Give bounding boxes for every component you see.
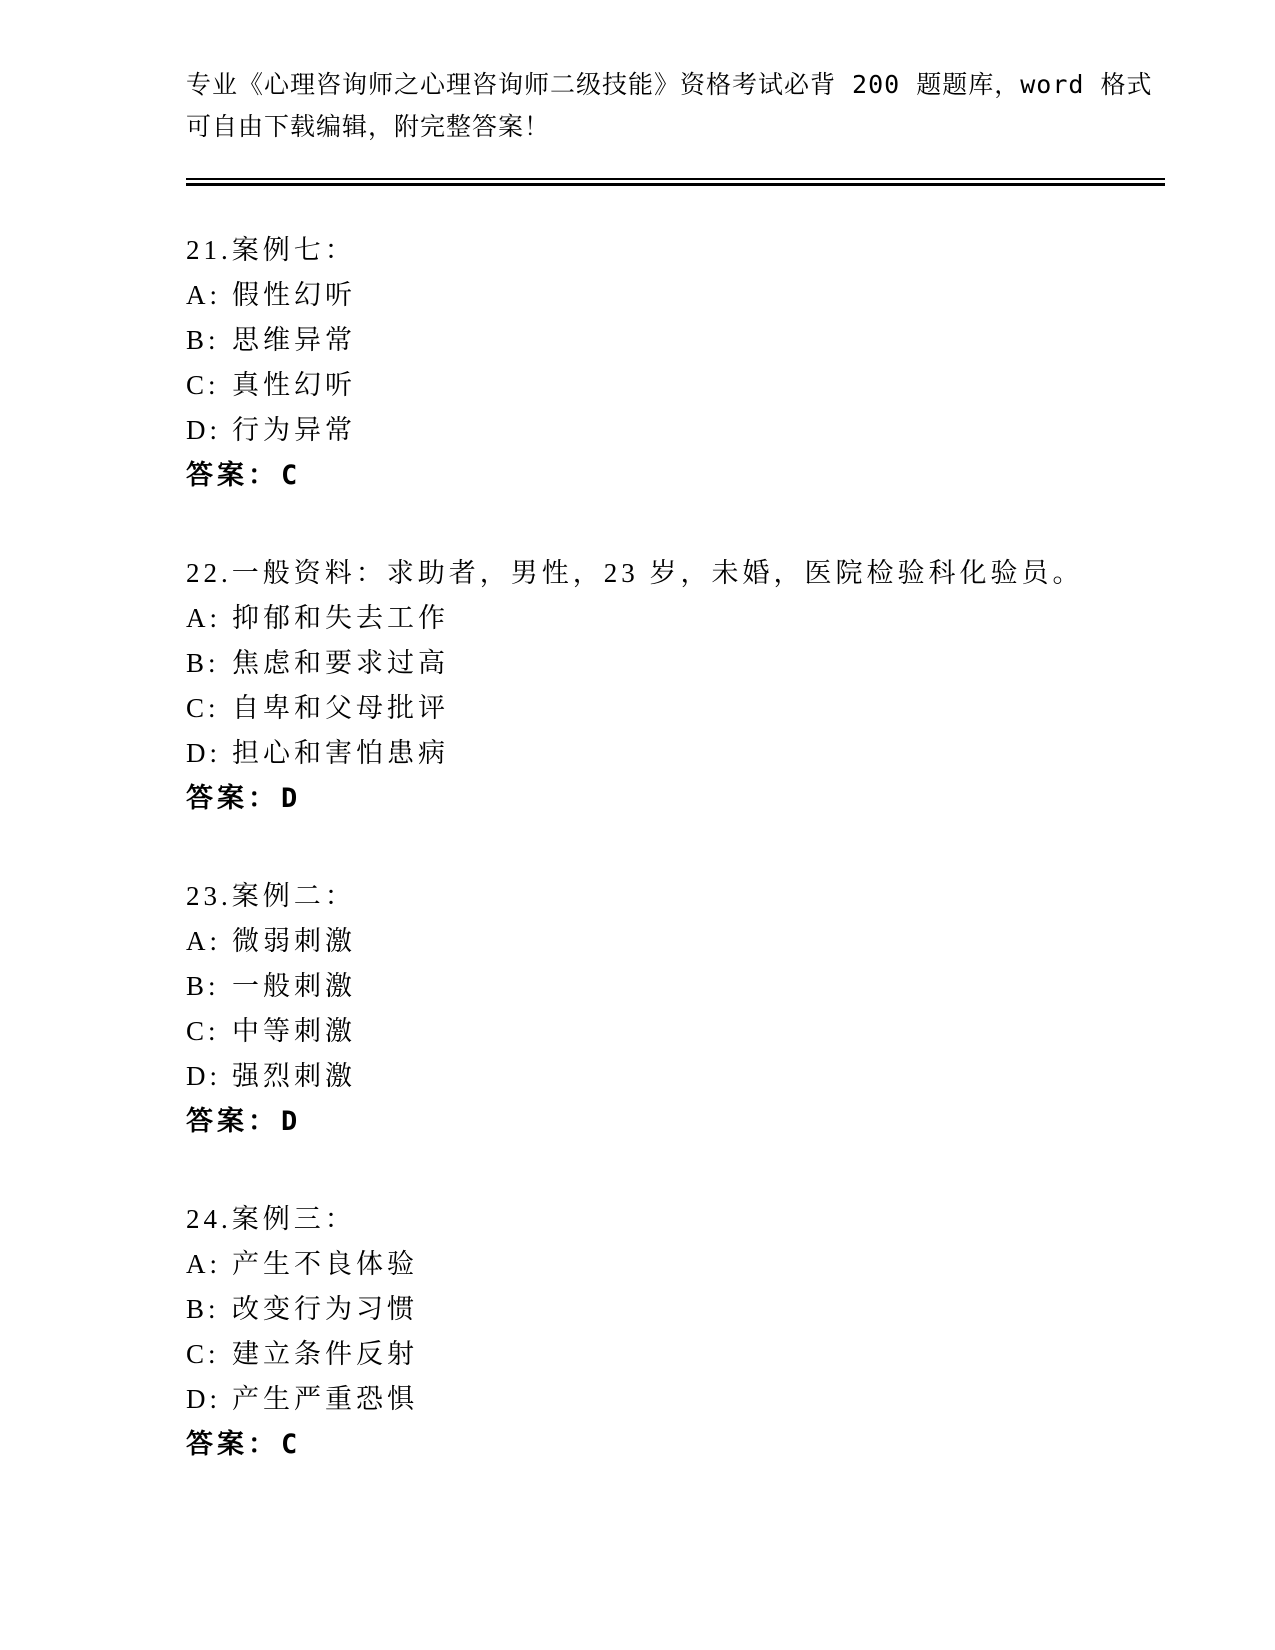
answer-value: C [281,1429,302,1460]
question-block-22 [186,551,1165,821]
answer-label: 答案： [186,1429,279,1459]
question-title [186,874,1165,919]
option-text: 微弱刺激 [232,926,356,956]
option-text: 焦虑和要求过高 [232,648,449,678]
answer-line [186,1099,1165,1144]
answer-value: D [281,783,302,814]
answer-label: 答案： [186,1106,279,1136]
option-text: 建立条件反射 [232,1339,418,1369]
option-line [186,363,1165,408]
option-label: B: [186,648,220,678]
option-line [186,1242,1165,1287]
option-text: 一般刺激 [232,971,356,1001]
header-line-2: 可自由下载编辑，附完整答案！ [186,112,551,141]
option-text: 改变行为习惯 [232,1294,418,1324]
option-line [186,408,1165,453]
answer-line [186,776,1165,821]
option-text: 抑郁和失去工作 [232,603,449,633]
option-label: A: [186,603,221,633]
question-number: 21. [186,235,232,265]
option-label: C: [186,1339,220,1369]
question-list [186,228,1165,1520]
option-label: B: [186,1294,220,1324]
question-stem: 案例二： [231,881,356,911]
question-title [186,1197,1165,1242]
option-label: A: [186,926,221,956]
option-label: B: [186,971,220,1001]
option-line [186,318,1165,363]
option-text: 自卑和父母批评 [232,693,449,723]
option-text: 产生不良体验 [232,1249,418,1279]
option-text: 行为异常 [232,415,356,445]
answer-value: D [281,1106,302,1137]
question-number: 22. [186,558,232,588]
question-block-21 [186,228,1165,498]
option-label: C: [186,693,220,723]
option-label: C: [186,1016,220,1046]
option-text: 思维异常 [232,325,356,355]
option-label: D: [186,1061,221,1091]
question-block-23 [186,874,1165,1144]
question-stem: 一般资料：求助者，男性，23 岁，未婚，医院检验科化验员。 [231,558,1084,588]
header-double-rule [186,178,1165,186]
option-line [186,964,1165,1009]
option-label: A: [186,280,221,310]
option-label: B: [186,325,220,355]
option-text: 真性幻听 [232,370,356,400]
question-number: 23. [186,881,232,911]
option-label: D: [186,738,221,768]
document-header [186,64,1165,148]
answer-line [186,1422,1165,1467]
question-stem: 案例三： [231,1204,356,1234]
answer-line [186,453,1165,498]
answer-label: 答案： [186,783,279,813]
option-text: 假性幻听 [232,280,356,310]
question-title [186,551,1165,596]
option-text: 产生严重恐惧 [232,1384,418,1414]
option-line [186,641,1165,686]
question-title [186,228,1165,273]
option-text: 中等刺激 [232,1016,356,1046]
option-line [186,1287,1165,1332]
option-line [186,273,1165,318]
option-line [186,1009,1165,1054]
answer-label: 答案： [186,460,279,490]
header-line-1: 专业《心理咨询师之心理咨询师二级技能》资格考试必背 200 题题库，word 格式 [186,70,1153,99]
option-label: A: [186,1249,221,1279]
option-line [186,1377,1165,1422]
option-label: D: [186,415,221,445]
option-line [186,686,1165,731]
option-line [186,731,1165,776]
option-line [186,919,1165,964]
option-text: 强烈刺激 [232,1061,356,1091]
answer-value: C [281,460,302,491]
option-label: C: [186,370,220,400]
option-line [186,1332,1165,1377]
question-stem: 案例七： [231,235,356,265]
option-text: 担心和害怕患病 [232,738,449,768]
question-number: 24. [186,1204,232,1234]
option-label: D: [186,1384,221,1414]
question-block-24 [186,1197,1165,1467]
option-line [186,596,1165,641]
option-line [186,1054,1165,1099]
